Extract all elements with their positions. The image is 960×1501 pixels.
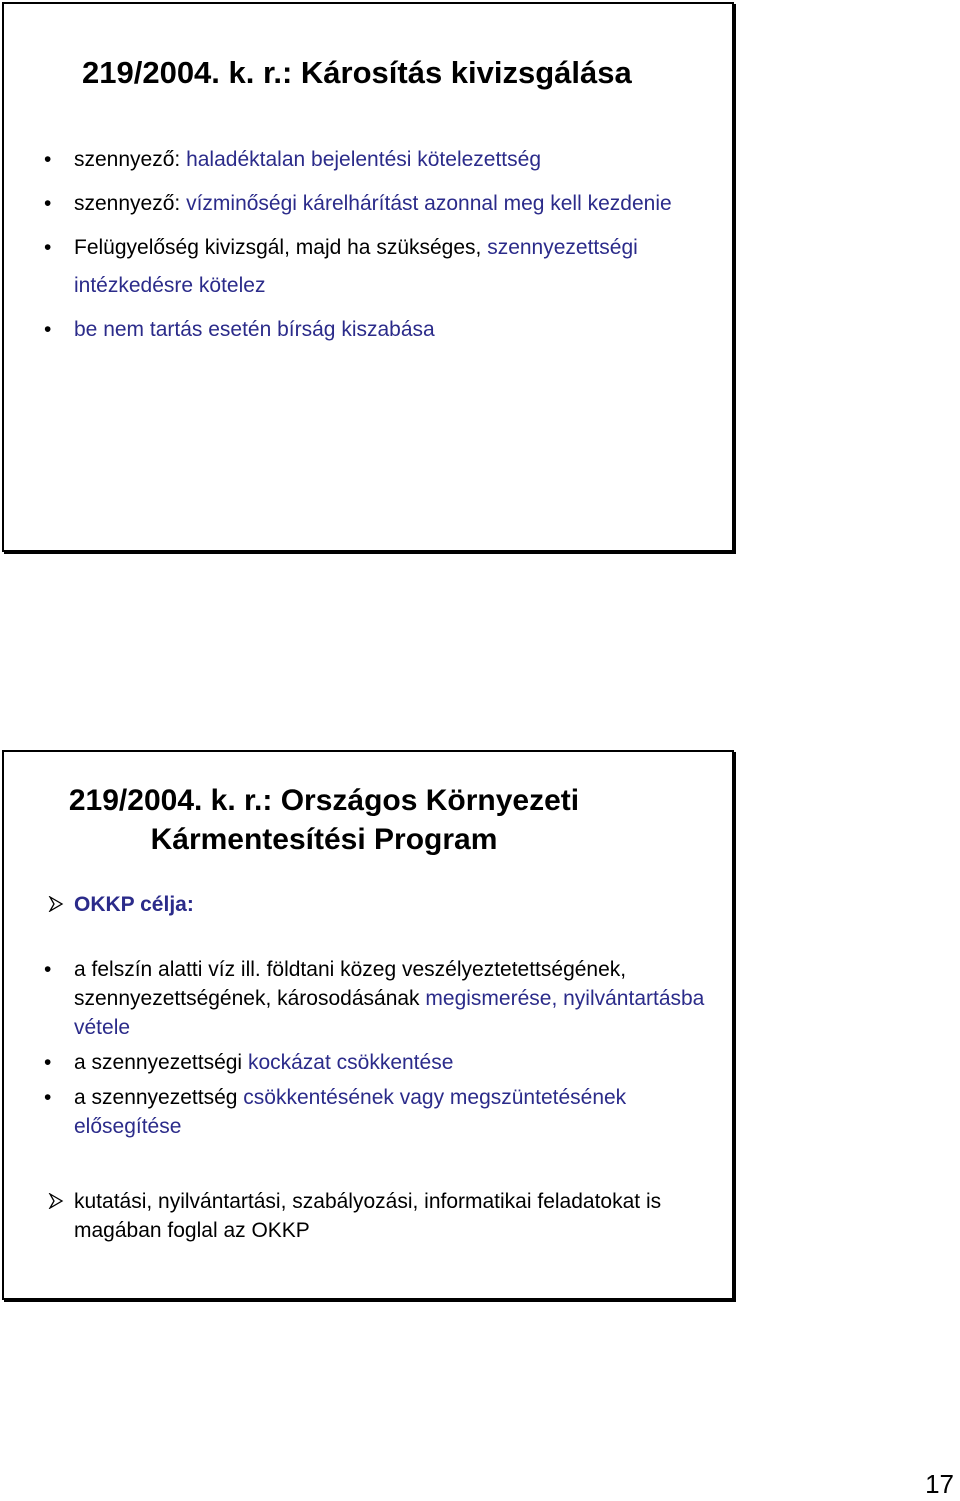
slide2-title-line1: 219/2004. k. r.: Országos Környezeti (68, 784, 580, 817)
bullet-text-lead: be nem tartás esetén bírság kiszabása (74, 318, 435, 341)
bullet-item (4, 1083, 724, 1141)
bullet-text-rest: megismerése, nyilvántartásba vétele (74, 987, 705, 1039)
bullet-text-lead: a szennyezettség (74, 1086, 244, 1109)
bullet-dot-icon: • (44, 1086, 52, 1109)
slide2-bullet-list (4, 955, 724, 1147)
hollow-arrowhead-icon (48, 1193, 64, 1209)
bullet-item (4, 955, 724, 1042)
okkp-tasks-text: kutatási, nyilvántartási, szabályozási, informatikai feladatokat is magában foglal az OKKP (74, 1190, 662, 1242)
bullet-text-rest: csökkentésének vagy megszüntetésének elősegítése (74, 1086, 627, 1138)
bullet-dot-icon: • (44, 148, 52, 171)
bullet-text-lead: szennyező: (74, 148, 187, 171)
slide2-title (4, 781, 644, 859)
bullet-dot-icon: • (44, 958, 52, 981)
slide1-title: 219/2004. k. r.: Károsítás kivizsgálása (82, 55, 632, 90)
bullet-item (4, 1048, 724, 1077)
page-number: 17 (925, 1469, 954, 1499)
okkp-goal-heading-text: OKKP célja: (74, 893, 194, 916)
slide1-bullet-list (4, 141, 724, 355)
bullet-dot-icon: • (44, 1051, 52, 1074)
bullet-item (4, 141, 724, 179)
slide2-title-line2: Kármentesítési Program (150, 823, 498, 856)
bullet-dot-icon: • (44, 236, 52, 259)
bullet-dot-icon: • (44, 318, 52, 341)
okkp-tasks-item (4, 1187, 724, 1245)
bullet-text-lead: a felszín alatti víz ill. földtani közeg veszélyeztetettségének, szennyezettségének, károsodásának (74, 958, 627, 1010)
bullet-dot-icon: • (44, 192, 52, 215)
bullet-text-rest: haladéktalan bejelentési kötelezettség (186, 148, 541, 171)
slide-damage-investigation (2, 2, 734, 552)
slide-okkp-program (2, 750, 734, 1300)
bullet-item (4, 185, 724, 223)
okkp-goal-heading (4, 890, 724, 919)
bullet-text-rest: szennyezettségi intézkedésre kötelez (74, 236, 638, 297)
bullet-text-rest: vízminőségi kárelhárítást azonnal meg kell kezdenie (186, 192, 672, 215)
bullet-text-rest: kockázat csökkentése (247, 1051, 454, 1074)
bullet-text-lead: a szennyezettségi (74, 1051, 248, 1074)
bullet-item (4, 311, 724, 349)
hollow-arrowhead-icon (48, 896, 64, 912)
bullet-item (4, 229, 724, 305)
bullet-text-lead: Felügyelőség kivizsgál, majd ha szükséges, (74, 236, 488, 259)
bullet-text-lead: szennyező: (74, 192, 187, 215)
